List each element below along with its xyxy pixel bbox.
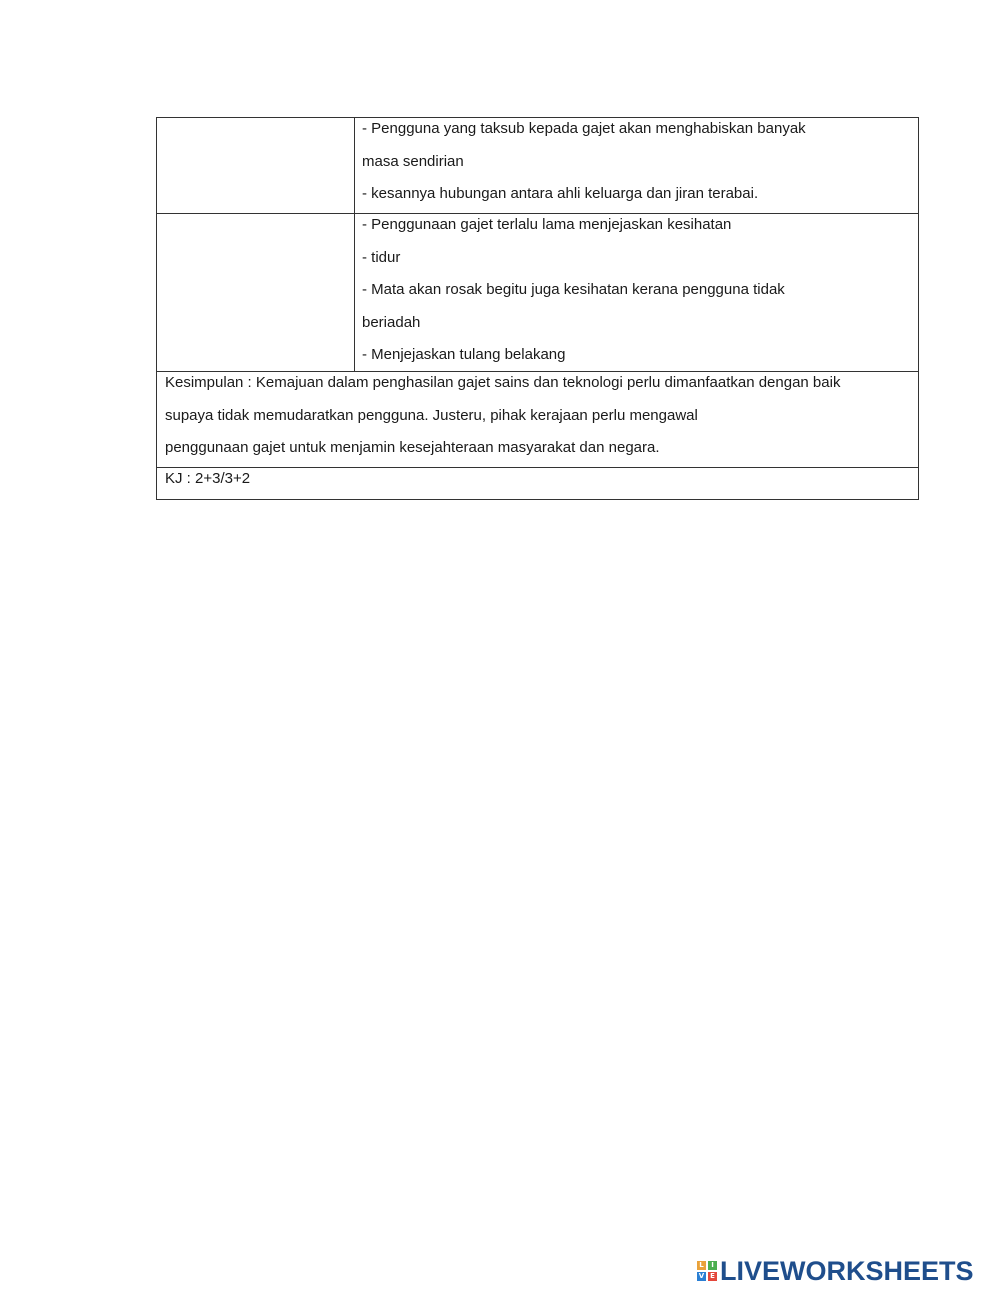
text-line: - Penggunaan gajet terlalu lama menjejaskan kesihatan: [362, 216, 732, 233]
table-cell-left: [157, 214, 355, 372]
kj-row: [157, 468, 919, 500]
logo-text: LIVEWORKSHEETS: [720, 1256, 974, 1286]
conclusion-line: penggunaan gajet untuk menjamin kesejahteraan masyarakat dan negara.: [165, 439, 660, 456]
text-line: - Pengguna yang taksub kepada gajet akan menghabiskan banyak: [362, 120, 806, 137]
text-line: - Menjejaskan tulang belakang: [362, 346, 566, 363]
logo-letter-v: V: [698, 1272, 705, 1280]
logo-letter-i: I: [708, 1261, 717, 1270]
logo-letter-l: L: [697, 1261, 706, 1270]
text-line: - tidur: [362, 248, 401, 266]
conclusion-line: supaya tidak memudaratkan pengguna. Justeru, pihak kerajaan perlu mengawal: [165, 406, 698, 424]
text-line: masa sendirian: [362, 152, 464, 170]
table-row: [157, 214, 919, 372]
worksheet-table: [156, 117, 919, 500]
logo-mark-icon: [697, 1261, 717, 1281]
liveworksheets-logo: [697, 1256, 974, 1286]
table-cell-right: [355, 118, 919, 214]
text-line: - kesannya hubungan antara ahli keluarga dan jiran terabai.: [362, 185, 759, 202]
kj-text: KJ : 2+3/3+2: [165, 470, 251, 487]
conclusion-row: [157, 372, 919, 468]
table-row: [157, 118, 919, 214]
conclusion-line: Kesimpulan : Kemajuan dalam penghasilan gajet sains dan teknologi perlu dimanfaatkan dengan baik: [165, 374, 841, 391]
table-cell-right: [355, 214, 919, 372]
text-line: beriadah: [362, 313, 421, 331]
conclusion-cell: [157, 372, 919, 468]
logo-letter-e: E: [708, 1272, 717, 1281]
kj-cell: [157, 468, 919, 500]
table-cell-left: [157, 118, 355, 214]
text-line: - Mata akan rosak begitu juga kesihatan kerana pengguna tidak: [362, 281, 785, 298]
